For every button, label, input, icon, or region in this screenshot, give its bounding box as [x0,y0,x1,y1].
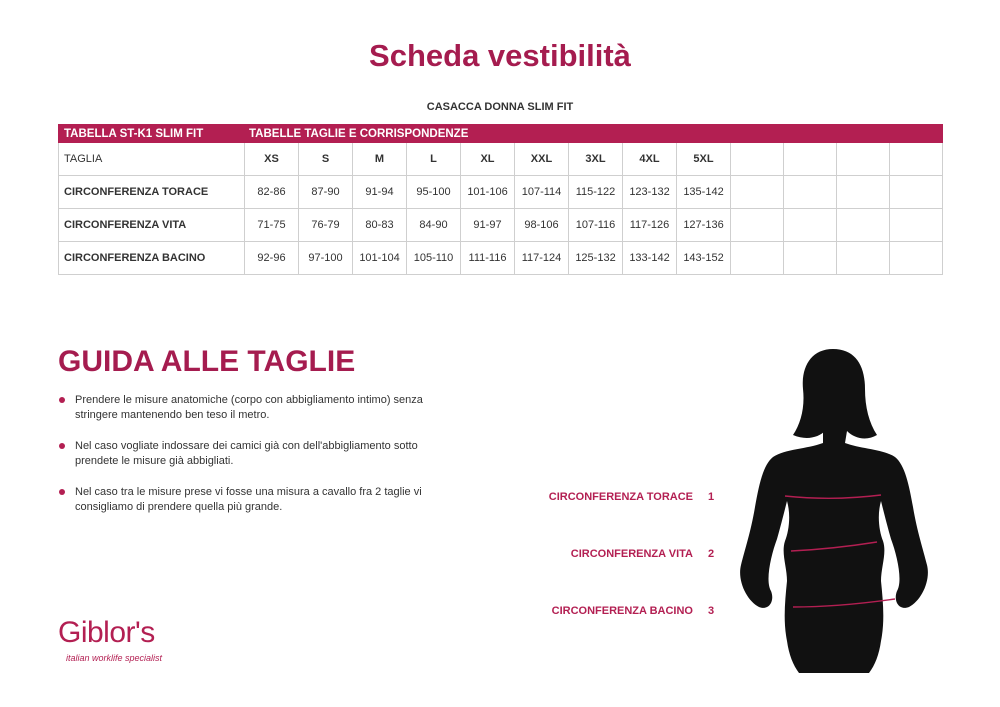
table-cell: 98-106 [515,209,569,242]
empty-cell [837,209,890,242]
empty-cell [837,176,890,209]
empty-cell [890,209,943,242]
table-cell: 91-97 [461,209,515,242]
size-cell: 5XL [677,143,731,176]
table-cell: 117-126 [623,209,677,242]
table-cell: 143-152 [677,242,731,275]
empty-cell [837,242,890,275]
guide-item [58,485,458,515]
measure-label-torace: CIRCONFERENZA TORACE [548,491,693,503]
table-cell: 133-142 [623,242,677,275]
bullet-dot-icon [59,443,65,449]
empty-cell [784,176,837,209]
size-cell: L [407,143,461,176]
row-label-vita: CIRCONFERENZA VITA [59,209,245,242]
empty-cell [784,242,837,275]
measure-num-bacino: 3 [708,605,715,617]
table-subtitle: CASACCA DONNA SLIM FIT [426,101,574,113]
guide-item-text: Nel caso tra le misure prese vi fosse una misura a cavallo fra 2 taglie vi consigliamo di prendere quella più grande. [75,486,422,513]
table-cell: 95-100 [407,176,461,209]
guide-title: GUIDA ALLE TAGLIE [58,345,356,378]
table-cell: 87-90 [299,176,353,209]
empty-cell [784,143,837,176]
table-cell: 97-100 [299,242,353,275]
size-cell: M [353,143,407,176]
table-cell: 91-94 [353,176,407,209]
table-cell: 92-96 [245,242,299,275]
empty-cell [890,143,943,176]
empty-cell [784,209,837,242]
size-table [58,124,943,275]
size-cell: XL [461,143,515,176]
table-cell: 80-83 [353,209,407,242]
table-cell: 123-132 [623,176,677,209]
size-row [59,143,943,176]
table-cell: 84-90 [407,209,461,242]
table-header-left: TABELLA ST-K1 SLIM FIT [59,125,245,143]
measure-label-bacino: CIRCONFERENZA BACINO [551,605,693,617]
bullet-dot-icon [59,489,65,495]
measure-label-vita: CIRCONFERENZA VITA [570,548,693,560]
table-header-right: TABELLE TAGLIE E CORRISPONDENZE [245,125,943,143]
empty-cell [731,143,784,176]
table-header-row [59,125,943,143]
measure-num-torace: 1 [708,491,715,503]
size-cell: XXL [515,143,569,176]
empty-cell [890,242,943,275]
guide-item-text: Prendere le misure anatomiche (corpo con abbigliamento intimo) senza stringere mantenendo ben teso il metro. [75,394,423,421]
size-row-label: TAGLIA [59,143,245,176]
table-cell: 107-114 [515,176,569,209]
female-silhouette-icon [715,345,955,675]
table-cell: 111-116 [461,242,515,275]
page-title: Scheda vestibilità [369,38,631,73]
bullet-dot-icon [59,397,65,403]
table-cell: 117-124 [515,242,569,275]
table-cell: 71-75 [245,209,299,242]
empty-cell [837,143,890,176]
table-cell: 107-116 [569,209,623,242]
table-cell: 101-104 [353,242,407,275]
guide-list [58,393,458,531]
table-row [59,176,943,209]
table-cell: 127-136 [677,209,731,242]
row-label-torace: CIRCONFERENZA TORACE [59,176,245,209]
empty-cell [731,242,784,275]
table-cell: 115-122 [569,176,623,209]
row-label-bacino: CIRCONFERENZA BACINO [59,242,245,275]
empty-cell [890,176,943,209]
table-cell: 135-142 [677,176,731,209]
table-row [59,209,943,242]
size-cell: 4XL [623,143,677,176]
table-cell: 125-132 [569,242,623,275]
measure-num-vita: 2 [708,548,715,560]
empty-cell [731,209,784,242]
size-cell: XS [245,143,299,176]
guide-item [58,393,458,423]
brand-logo: Giblor's [58,616,155,649]
empty-cell [731,176,784,209]
size-cell: S [299,143,353,176]
table-cell: 105-110 [407,242,461,275]
size-cell: 3XL [569,143,623,176]
table-row [59,242,943,275]
table-cell: 76-79 [299,209,353,242]
brand-tagline: italian worklife specialist [66,653,163,663]
table-cell: 82-86 [245,176,299,209]
guide-item-text: Nel caso vogliate indossare dei camici già con dell'abbigliamento sotto prendete le misure già abbigliati. [75,440,418,467]
table-cell: 101-106 [461,176,515,209]
guide-item [58,439,458,469]
